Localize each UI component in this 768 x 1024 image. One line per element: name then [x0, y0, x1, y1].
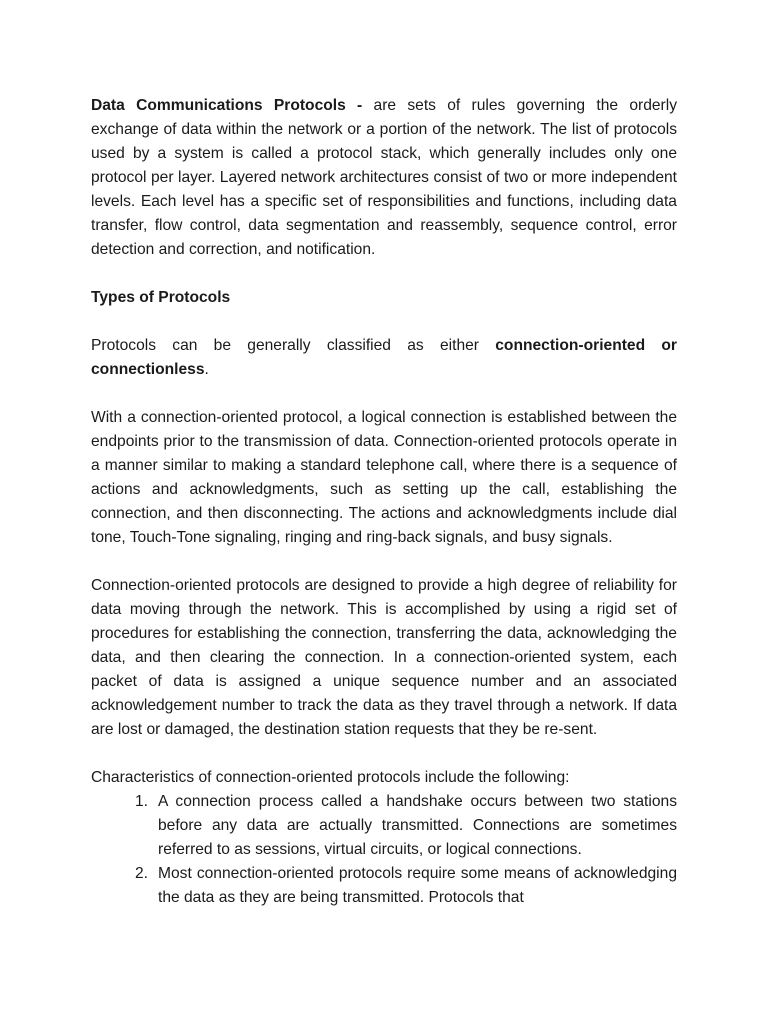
- classification-bold: connection-oriented or connectionless: [91, 337, 677, 378]
- classification-lead: Protocols can be generally classified as either: [91, 337, 496, 354]
- classification-end: .: [204, 361, 209, 378]
- intro-term: Data Communications Protocols -: [91, 97, 363, 114]
- list-item-text: Most connection-oriented protocols require some means of acknowledging the data as they are being transmitted. Protocols that: [158, 865, 677, 906]
- intro-paragraph: [91, 94, 677, 262]
- list-item-text: A connection process called a handshake occurs between two stations before any data are actually transmitted. Connections are sometimes referred to as sessions, virtual circuits, or logical connections.: [158, 793, 677, 858]
- list-item-number: 2.: [135, 865, 149, 882]
- list-item: [91, 862, 677, 910]
- characteristics-list: [91, 790, 677, 910]
- section-heading: Types of Protocols: [91, 289, 231, 306]
- list-item: [91, 790, 677, 862]
- document-page: [91, 94, 677, 910]
- list-intro: Characteristics of connection-oriented protocols include the following:: [91, 769, 570, 786]
- body-paragraph-1: With a connection-oriented protocol, a logical connection is established between the endpoints prior to the transmission of data. Connection-oriented protocols operate in a manner similar to making a standard telephone call, where there is a sequence of actions and acknowledgments, such as setting up the call, establishing the connection, and then disconnecting. The actions and acknowledgments include dial tone, Touch-Tone signaling, ringing and ring-back signals, and busy signals.: [91, 409, 677, 546]
- body-paragraph-2: Connection-oriented protocols are designed to provide a high degree of reliability for data moving through the network. This is accomplished by using a rigid set of procedures for establishing the connection, transferring the data, acknowledging the data, and then clearing the connection. In a connection-oriented system, each packet of data is assigned a unique sequence number and an associated acknowledgement number to track the data as they travel through a network. If data are lost or damaged, the destination station requests that they be re-sent.: [91, 577, 677, 738]
- intro-text: are sets of rules governing the orderly exchange of data within the network or a portion of the network. The list of protocols used by a system is called a protocol stack, which generally includes only one protocol per layer. Layered network architectures consist of two or more independent levels. Each level has a specific set of responsibilities and functions, including data transfer, flow control, data segmentation and reassembly, sequence control, error detection and correction, and notification.: [91, 97, 677, 258]
- list-item-number: 1.: [135, 793, 149, 810]
- classification-paragraph: [91, 334, 677, 382]
